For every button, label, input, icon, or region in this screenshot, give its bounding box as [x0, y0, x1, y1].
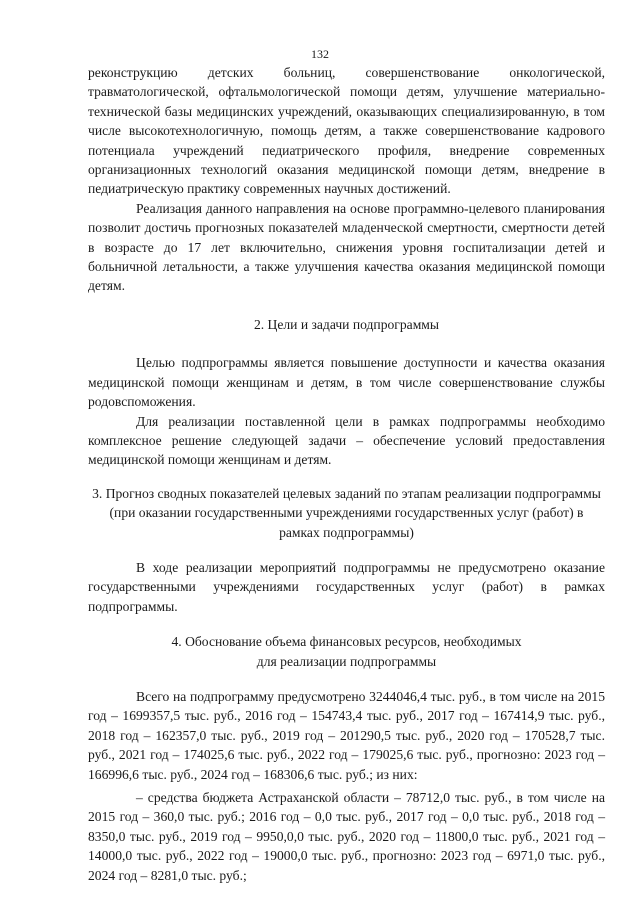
intro-paragraph: реконструкцию детских больниц, совершенствование онкологической, травматологической, офтальмологической помощи детям, улучшение материально-технической базы медицинских учреждений, оказывающих специализированную, в том числе высокотехнологичную, помощь детям, а также совершенствование кадрового потенциала учреждений педиатрического профиля, внедрение современных организационных технологий оказания медицинской помощи детям, внедрение в педиатрическую практику современных научных достижений. [88, 65, 605, 197]
regional-budget-paragraph: – средства бюджета Астраханской области – 78712,0 тыс. руб., в том числе на 2015 год – 360,0 тыс. руб.; 2016 год – 0,0 тыс. руб., 2017 год – 0,0 тыс. руб., 2018 год – 8350,0 тыс. руб., 2019 год – 9950,0,0 тыс. руб., 2020 год – 11800,0 тыс. руб., 2021 год – 14000,0 тыс. руб., 2022 год – 19000,0 тыс. руб., прогнозно: 2023 год – 6971,0 тыс. руб., 2024 год – 8281,0 тыс. руб.; [88, 790, 605, 883]
realization-paragraph: Реализация данного направления на основе программно-целевого планирования позволит достичь прогнозных показателей младенческой смертности, смертности детей в возрасте до 17 лет включительно, снижения уровня госпитализации детей и больничной летальности, а также улучшения качества оказания медицинской помощи детям. [88, 200, 605, 294]
task-paragraph: Для реализации поставленной цели в рамках подпрограммы необходимо комплексное решение следующей задачи – обеспечение условий предоставления медицинской помощи женщинам и детям. [88, 413, 605, 468]
page-content [88, 63, 605, 885]
total-financing-paragraph: Всего на подпрограмму предусмотрено 3244046,4 тыс. руб., в том числе на 2015 год – 1699357,5 тыс. руб., 2016 год – 154743,4 тыс. руб., 2017 год – 167414,9 тыс. руб., 2018 год – 162357,0 тыс. руб., 2019 год – 201290,5 тыс. руб., 2020 год – 170528,7 тыс. руб., 2021 год – 174025,6 тыс. руб., 2022 год – 179025,6 тыс. руб., прогнозно: 2023 год – 166996,6 тыс. руб., 2024 год – 168306,6 тыс. руб.; из них: [88, 688, 605, 782]
goal-paragraph: Целью подпрограммы является повышение доступности и качества оказания медицинской помощи женщинам и детям, в том числе совершенствование службы родовспоможения. [88, 355, 605, 410]
spacer [88, 542, 605, 558]
spacer [88, 470, 605, 484]
spacer [88, 616, 605, 632]
section-4-heading-line-2: для реализации подпрограммы [256, 653, 437, 669]
section-2-heading: 2. Цели и задачи подпрограммы [253, 316, 440, 332]
spacer [88, 334, 605, 353]
page-number: 132 [311, 47, 329, 61]
section-4-heading-line-1: 4. Обоснование объема финансовых ресурсов, необходимых [171, 634, 522, 650]
section-3-heading: 3. Прогноз сводных показателей целевых заданий по этапам реализации подпрограммы (при оказании государственными учреждениями государственных услуг (работ) в рамках подпрограммы) [92, 485, 601, 540]
services-paragraph: В ходе реализации мероприятий подпрограммы не предусмотрено оказание государственными учреждениями государственных услуг (работ) в рамках подпрограммы. [88, 559, 605, 614]
spacer [88, 296, 605, 315]
spacer [88, 671, 605, 687]
